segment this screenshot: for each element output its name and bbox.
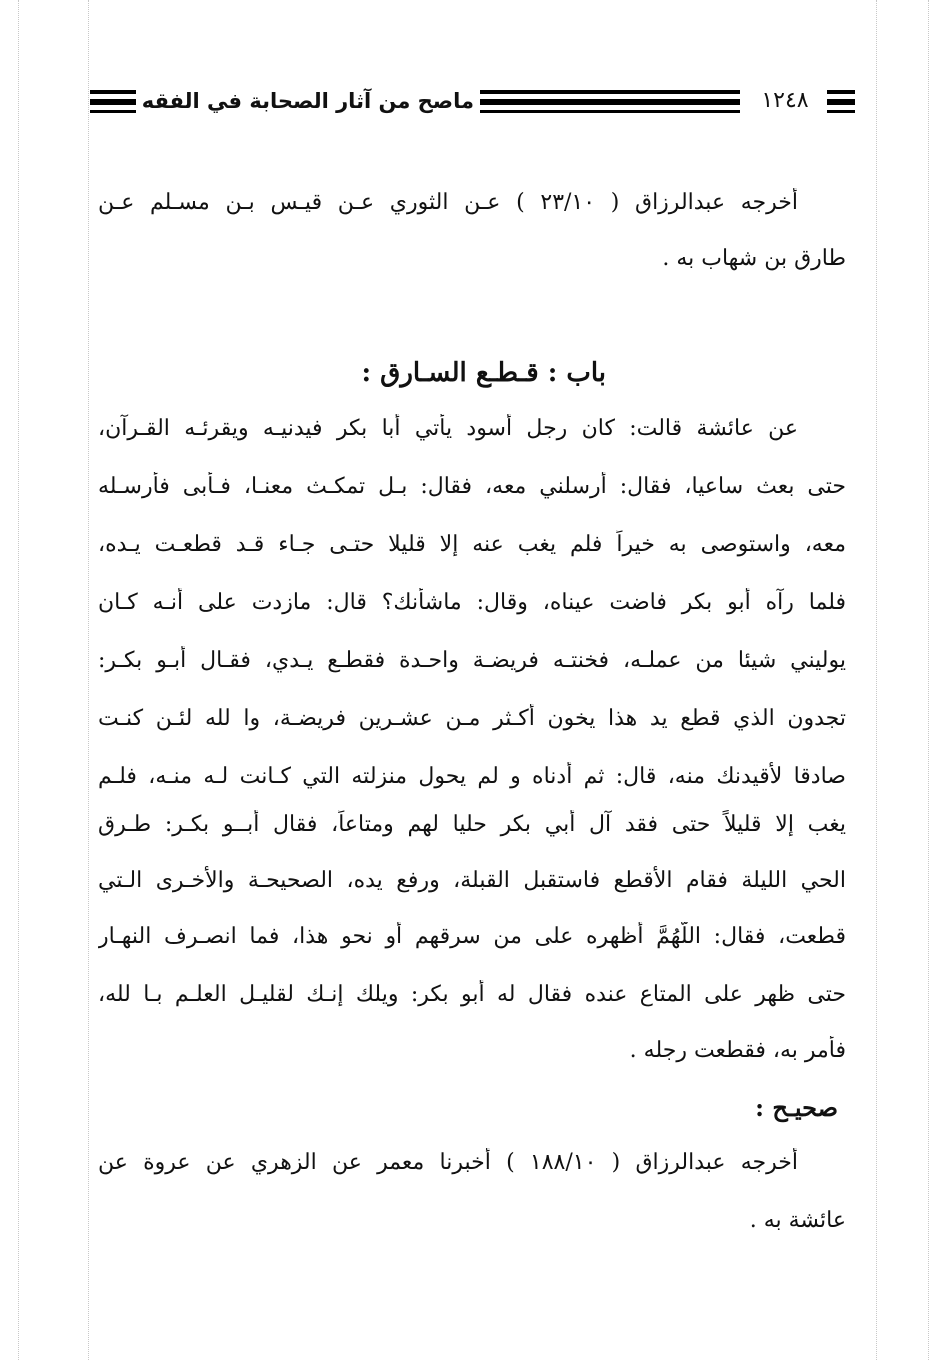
narration-line: الحي الليلة فقام الأقطع فاستقبل القبلة، ورفع يده، الصحيحـة والأخـرى الـتي: [98, 868, 846, 893]
narration-line: صادقا لأقيدنك منه، قال: ثم أدناه و لم يحول منزلته التي كـانت لـه منـه، فلـم: [98, 764, 846, 789]
narration-line: فأمر به، فقطعت رجله .: [629, 1038, 846, 1063]
narration-line: فلما رآه أبو بكر فاضت عيناه، وقال: ماشأنك؟ قال: مازدت على أنـه كـان: [98, 590, 846, 615]
source-citation-line: عائشة به .: [749, 1208, 846, 1233]
running-title: ماصح من آثار الصحابة في الفقه: [141, 89, 474, 113]
narration-line: عن عائشة قالت: كان رجل أسود يأتي أبا بكر فيدنيـه ويقرئـه القـرآن،: [98, 416, 798, 441]
running-header: [90, 80, 855, 128]
narration-line: تجدون الذي قطع يد هذا يخون أكـثر مـن عشـرين فريضـة، وا لله لئـن كنـت: [98, 706, 846, 731]
narration-line: يغب إلا قليلاً حتى فقد آل أبي بكر حليا لهم ومتاعاً، فقال أبــو بكـر: طـرق: [98, 812, 846, 837]
section-heading: باب : قـطـع السـارق :: [361, 358, 606, 388]
scan-guide-line: [88, 0, 89, 1360]
intro-citation-line: طارق بن شهاب به .: [662, 246, 846, 271]
source-citation-line: أخرجه عبدالرزاق ( ١٨٨/١٠ ) أخبرنا معمر عن الزهري عن عروة عن: [98, 1150, 798, 1175]
narration-line: قطعت، فقال: اللّهُمَّ أظهره على من سرقهم أو نحو هذا، فما انصـرف النهـار: [98, 924, 846, 949]
intro-citation-line: أخرجه عبدالرزاق ( ٢٣/١٠ ) عـن الثوري عـن قيـس بـن مسـلم عـن: [98, 190, 798, 215]
page-number: ١٢٤٨: [740, 84, 830, 118]
scan-guide-line: [18, 0, 19, 1360]
narration-line: حتى بعث ساعيا، فقال: أرسلني معه، فقال: بـل تمكـث معنـا، فـأبى فأرسـله: [98, 474, 846, 499]
narration-line: معه، واستوصى به خيراً فلم يغب عنه إلا قليلا حتـى جـاء قـد قطعـت يـده،: [98, 532, 846, 557]
header-rule-left: [90, 80, 136, 120]
header-rule-right: [827, 80, 855, 120]
scan-guide-line: [876, 0, 877, 1360]
narration-line: حتى ظهر على المتاع عنده فقال له أبو بكر: ويلك إنـك لقليـل العلـم بـا لله،: [98, 982, 846, 1007]
narration-line: يوليني شيئا من عملـه، فخنتـه فريضـة واحـدة فقطـع يـدي، فقـال أبـو بكـر:: [98, 648, 846, 673]
hadith-grade: صحيـح :: [755, 1093, 838, 1122]
scan-guide-line: [928, 0, 929, 1360]
